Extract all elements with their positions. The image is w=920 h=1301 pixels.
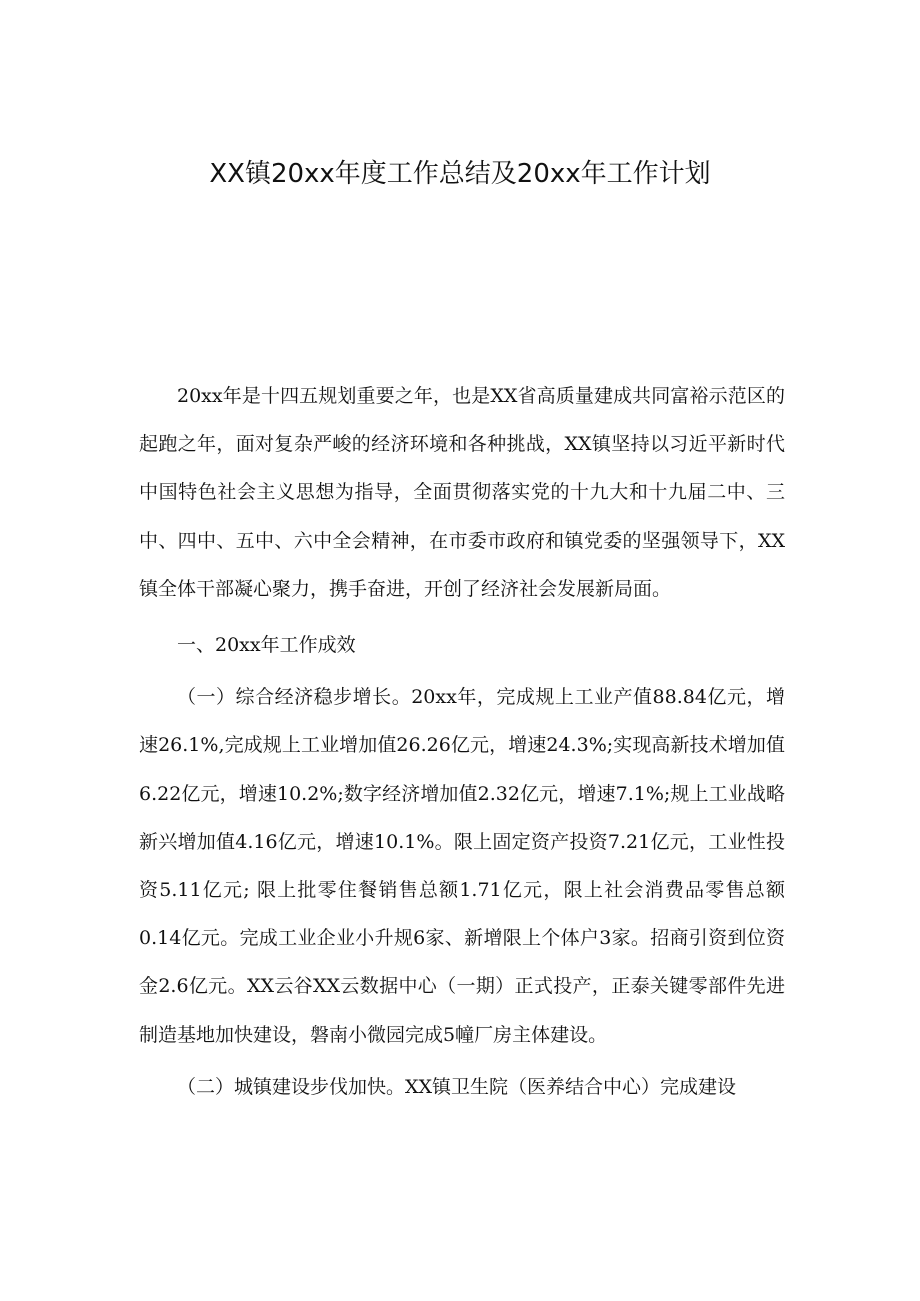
urban-construction-paragraph: （二）城镇建设步伐加快。XX镇卫生院（医养结合中心）完成建设	[177, 1075, 737, 1098]
document-title: XX镇20xx年度工作总结及20xx年工作计划	[209, 159, 711, 189]
document-body	[139, 372, 785, 1111]
section-heading-achievements: 一、20xx年工作成效	[177, 634, 356, 657]
economy-paragraph: （一）综合经济稳步增长。20xx年，完成规上工业产值88.84亿元，增速26.1%,完成规上工业增加值26.26亿元，增速24.3%;实现高新技术增加值6.22亿元，增速10.2%;数字经济增加值2.32亿元，增速7.1%;规上工业战略新兴增加值4.16亿元，增速10.1%。限上固定资产投资7.21亿元，工业性投资5.11亿元; 限上批零住餐销售总额1.71亿元，限上社会消费品零售总额0.14亿元。完成工业企业小升规6家、新增限上个体户3家。招商引资到位资金2.6亿元。XX云谷XX云数据中心（一期）正式投产，正泰关键零部件先进制造基地加快建设，磐南小微园完成5幢厂房主体建设。	[139, 686, 785, 1046]
intro-paragraph: 20xx年是十四五规划重要之年，也是XX省高质量建成共同富裕示范区的起跑之年，面对复杂严峻的经济环境和各种挑战，XX镇坚持以习近平新时代中国特色社会主义思想为指导，全面贯彻落实党的十九大和十九届二中、三中、四中、五中、六中全会精神，在市委市政府和镇党委的坚强领导下，XX镇全体干部凝心聚力，携手奋进，开创了经济社会发展新局面。	[139, 385, 785, 600]
